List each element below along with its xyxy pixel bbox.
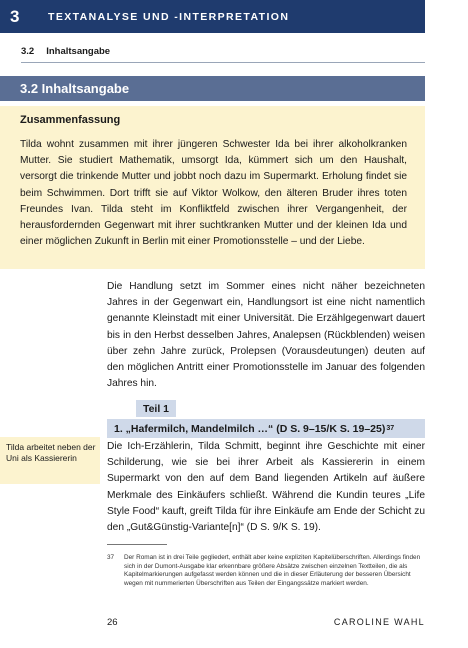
summary-text: Tilda wohnt zusammen mit ihrer jüngeren Schwester Ida bei ihrer alkoholkranken Mutter. Sie studiert Mathematik, umsorgt Ida, kümmert sich um den Haushalt, versorgt die trinkende Mutter und jobbt noch dazu im Supermarkt. Erholung findet sie beim Schwimmen. Dort trifft sie auf Viktor Wolkow, den älteren Bruder ihres toten Freundes Ivan. Tilda steht im Konfliktfeld zwischen ihrer Vergangenheit, der herausfordernden Gegenwart mit ihrer suchtkranken Mutter und der kleinen Ida und einer möglichen Zukunft in Berlin mit einer Promotionsstelle – und der Liebe.	[20, 139, 407, 248]
footnote	[107, 554, 425, 588]
subsection-title: 1. „Hafermilch, Mandelmilch …“ (D S. 9–15/K S. 19–25)	[114, 422, 386, 435]
subsection-heading	[107, 419, 425, 438]
footnote-text: Der Roman ist in drei Teile gegliedert, enthält aber keine expliziten Kapitelüberschriften. Allerdings finden sich in der Dumont-Ausgabe klar erkennbare größere Absätze zwischen einzelnen Textteilen, die als Kapitelmarkierungen aufgefasst werden können und die in dieser Erläuterung der besseren Übersicht wegen mit nummerierten Überschriften aus Teilen der Eingangssätze markiert werden.	[124, 554, 421, 587]
breadcrumb-section-number: 3.2	[21, 46, 35, 57]
footer-author: CAROLINE WAHL	[333, 617, 425, 627]
header-divider	[21, 62, 425, 63]
footnote-number: 37	[107, 554, 115, 561]
breadcrumb	[21, 46, 110, 57]
footnote-divider	[107, 544, 167, 545]
chapter-title: TEXTANALYSE UND -INTERPRETATION	[48, 10, 290, 23]
chapter-number: 3	[10, 6, 20, 26]
body-paragraph-2: Die Ich-Erzählerin, Tilda Schmitt, beginnt ihre Geschichte mit einer Schilderung, wie sie bei ihrer Arbeit als Kassiererin in einem Supermarkt von den auf dem Band liegenden Artikeln auf äußere Merkmale des Einkäufers schließt. Während die Kundin teures „Life Style Food“ kauft, greift Tilda für ihre Einkäufe am Ende der Schicht zu den „Gut&Günstig-Variante[n]“ (D S. 9/K S. 19).	[107, 441, 425, 534]
footnote-reference[interactable]: 37	[386, 425, 395, 432]
summary-box	[0, 106, 425, 269]
breadcrumb-section-title: Inhaltsangabe	[46, 46, 111, 57]
part-label: Teil 1	[136, 400, 176, 417]
summary-heading: Zusammenfassung	[20, 114, 121, 126]
page-number: 26	[107, 617, 118, 628]
section-heading: 3.2 Inhaltsangabe	[0, 76, 425, 101]
body-paragraph-1: Die Handlung setzt im Sommer eines nicht näher bezeichneten Jahres in der Gegenwart ein, Handlungsort ist eine nicht namentlich genannte Kleinstadt mit einer Universität. Die Erzählgegenwart dauert bis in den Herbst desselben Jahres, Analepsen (Rückblenden) weisen über zehn Jahre zurück, Prolepsen (Vorausdeutungen) deuten auf den möglichen Antritt einer Promotionsstelle im Januar des folgenden Jahres hin.	[107, 281, 425, 390]
chapter-header-bar	[0, 0, 425, 33]
margin-note: Tilda arbeitet neben der Uni als Kassiererin	[0, 437, 100, 484]
